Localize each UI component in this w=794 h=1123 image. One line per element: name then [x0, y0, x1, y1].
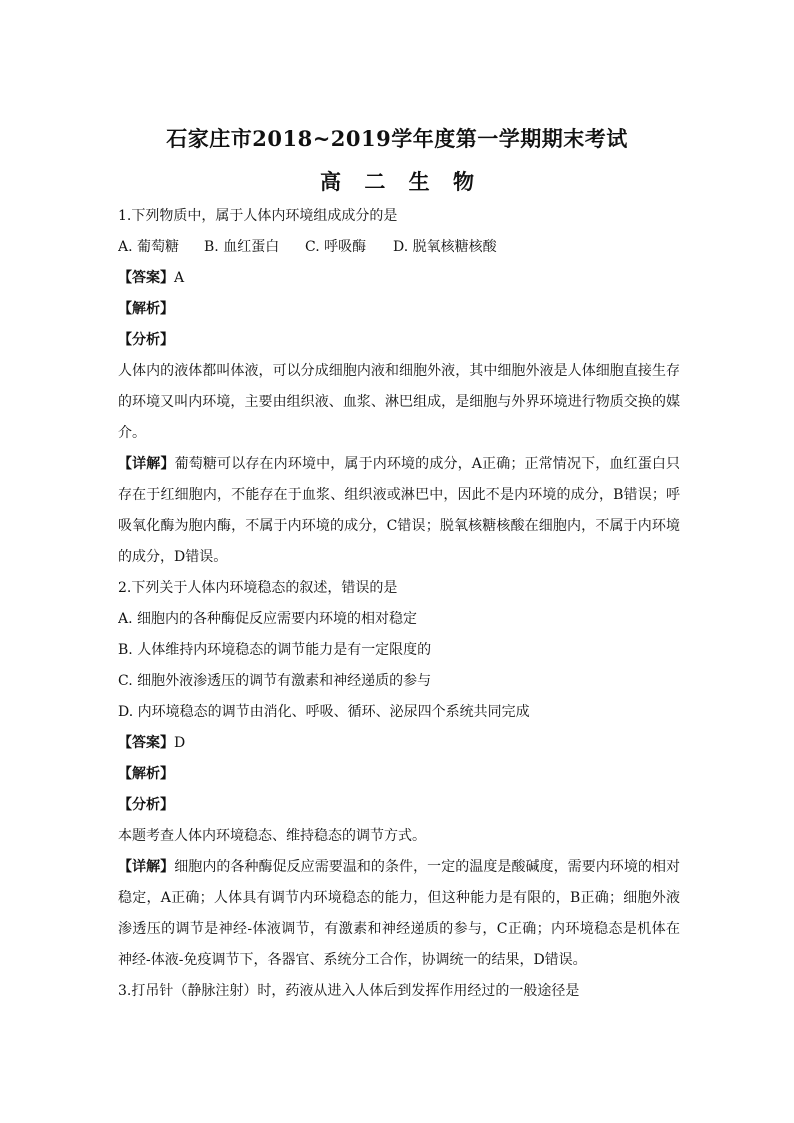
question-1-fenxi: [118, 356, 680, 449]
option-c: C. 细胞外液渗透压的调节有激素和神经递质的参与: [118, 673, 432, 689]
detail-line: 【详解】细胞内的各种酶促反应需要温和的条件，一定的温度是酸碱度，需要内环境的相对: [118, 859, 680, 875]
question-1-answer: [118, 263, 680, 294]
exam-title: 石家庄市2018~2019学年度第一学期期末考试: [166, 126, 628, 151]
question-2-answer: [118, 728, 680, 759]
detail-label: 【详解】: [118, 859, 175, 875]
detail-line: 稳定，A正确；人体具有调节内环境稳态的能力，但这种能力是有限的，B正确；细胞外液: [118, 890, 680, 906]
option-c: C. 呼吸酶: [305, 239, 367, 255]
subject-char: 二: [364, 169, 386, 194]
detail-line: 吸氧化酶为胞内酶，不属于内环境的成分，C错误；脱氧核糖核酸在细胞内，不属于内环境: [118, 518, 680, 534]
answer-label: 【答案】: [118, 270, 174, 286]
analysis-label: 【解析】: [118, 766, 174, 782]
question-1-detail: [118, 449, 680, 573]
fenxi-label: 【分析】: [118, 797, 174, 813]
subject-char: 物: [452, 169, 474, 194]
option-a: A. 细胞内的各种酶促反应需要内环境的相对稳定: [118, 611, 418, 627]
question-2-detail: [118, 852, 680, 976]
question-2-stem: 2.下列关于人体内环境稳态的叙述，错误的是: [118, 580, 398, 596]
fenxi-line: 介。: [118, 425, 146, 441]
detail-label: 【详解】: [118, 456, 175, 472]
option-a: A. 葡萄糖: [118, 239, 180, 255]
option-b: B. 人体维持内环境稳态的调节能力是有一定限度的: [118, 642, 432, 658]
fenxi-label: 【分析】: [118, 332, 174, 348]
subject-char: 生: [408, 169, 430, 194]
detail-line: 神经-体液-免疫调节下，各器官、系统分工合作，协调统一的结果，D错误。: [118, 952, 587, 968]
question-1-options: [118, 232, 680, 263]
answer-value: D: [174, 735, 186, 751]
answer-label: 【答案】: [118, 735, 174, 751]
analysis-label: 【解析】: [118, 301, 174, 317]
question-3-stem: 3.打吊针（静脉注射）时，药液从进入人体后到发挥作用经过的一般途径是: [118, 983, 580, 999]
option-b: B. 血红蛋白: [204, 239, 280, 255]
subject-char: 高: [320, 169, 342, 194]
option-d: D. 脱氧核糖核酸: [393, 239, 497, 255]
document-body: [118, 201, 680, 1007]
option-d: D. 内环境稳态的调节由消化、呼吸、循环、泌尿四个系统共同完成: [118, 704, 530, 720]
detail-line: 的成分，D错误。: [118, 549, 228, 565]
detail-line: 渗透压的调节是神经-体液调节，有激素和神经递质的参与，C正确；内环境稳态是机体在: [118, 921, 680, 937]
fenxi-line: 人体内的液体都叫体液，可以分成细胞内液和细胞外液，其中细胞外液是人体细胞直接生存: [118, 363, 680, 379]
detail-line: 【详解】葡萄糖可以存在内环境中，属于内环境的成分，A正确；正常情况下，血红蛋白只: [118, 456, 680, 472]
question-1-stem: 1.下列物质中，属于人体内环境组成成分的是: [118, 208, 398, 224]
detail-line: 存在于红细胞内，不能存在于血浆、组织液或淋巴中，因此不是内环境的成分，B错误；呼: [118, 487, 680, 503]
answer-value: A: [174, 270, 185, 286]
fenxi-line: 的环境又叫内环境，主要由组织液、血浆、淋巴组成，是细胞与外界环境进行物质交换的媒: [118, 394, 680, 410]
exam-subject: [0, 166, 794, 196]
fenxi-line: 本题考查人体内环境稳态、维持稳态的调节方式。: [118, 828, 426, 844]
